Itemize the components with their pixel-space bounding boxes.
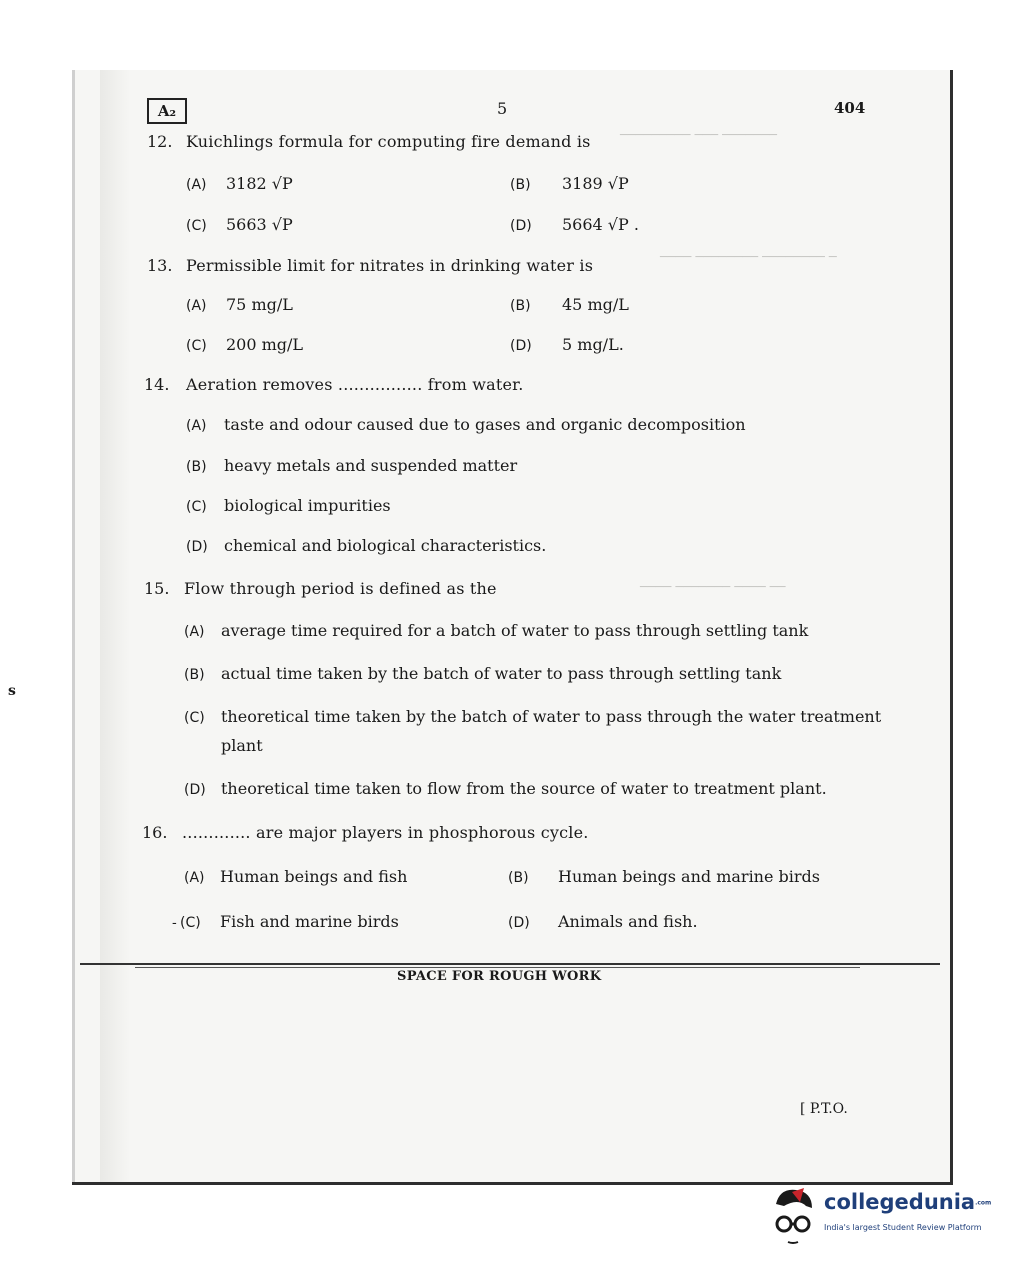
option-label: (A) [186, 418, 207, 434]
question-text: Flow through period is defined as the [184, 579, 497, 598]
option-label: (B) [508, 870, 529, 886]
option-item [186, 295, 293, 314]
option-label: (C) [184, 710, 205, 726]
option-text: heavy metals and suspended matter [224, 456, 518, 475]
option-text: chemical and biological characteristics. [224, 536, 547, 555]
option-text: Animals and fish. [558, 912, 698, 931]
option-text: 45 mg/L [562, 295, 629, 314]
option-label: (D) [510, 218, 532, 234]
option-text: 5663 √P [226, 215, 293, 234]
option-item [184, 707, 881, 726]
option-label: (D) [508, 915, 530, 931]
option-text: biological impurities [224, 496, 391, 515]
option-text: Fish and marine birds [220, 912, 399, 931]
option-item [508, 912, 698, 931]
option-label: (A) [186, 298, 207, 314]
brand-tagline: India's largest Student Review Platform [824, 1223, 982, 1232]
option-label: (A) [186, 177, 207, 193]
option-item [186, 415, 746, 434]
bleed-through-text: ──── ─────── ──── ── [640, 580, 786, 595]
option-text: 5664 √P . [562, 215, 639, 234]
question-number: 15. [144, 579, 170, 598]
option-item [186, 456, 517, 475]
option-item [184, 621, 808, 640]
divider-line [135, 967, 860, 968]
option-item [184, 867, 407, 886]
option-label: (B) [184, 667, 205, 683]
page-number: 5 [497, 99, 508, 118]
option-label: (C) [186, 338, 207, 354]
question-number: 16. [142, 823, 168, 842]
option-item [186, 215, 293, 234]
option-label: (C) [180, 915, 201, 931]
option-label: (D) [186, 539, 208, 555]
please-turn-over: [ P.T.O. [800, 1101, 848, 1117]
option-item [510, 215, 639, 234]
option-label: (A) [184, 870, 205, 886]
option-item [186, 536, 546, 555]
option-text: 5 mg/L. [562, 335, 624, 354]
option-label: (B) [186, 459, 207, 475]
rough-work-heading: SPACE FOR ROUGH WORK [397, 969, 602, 984]
question-number: 12. [147, 132, 173, 151]
option-label: (D) [510, 338, 532, 354]
option-item [184, 779, 827, 798]
booklet-series-box: A₂ [147, 98, 187, 124]
option-text: Human beings and marine birds [558, 867, 820, 886]
divider-line [80, 963, 940, 965]
option-text: theoretical time taken to flow from the source of water to treatment plant. [221, 779, 827, 798]
question-text: ............. are major players in phosphorous cycle. [182, 823, 589, 842]
option-item [510, 295, 629, 314]
option-text: theoretical time taken by the batch of water to pass through the water treatment [221, 707, 882, 726]
option-item [186, 335, 303, 354]
page-spine-shadow [100, 70, 130, 1182]
option-text: 200 mg/L [226, 335, 304, 354]
option-text: 3189 √P [562, 174, 629, 193]
option-label: (D) [184, 782, 206, 798]
option-item [508, 867, 820, 886]
question-number: 14. [144, 375, 170, 394]
option-item [186, 496, 391, 515]
option-item [186, 174, 293, 193]
option-label: (B) [510, 177, 531, 193]
option-item [184, 664, 781, 683]
option-text: Human beings and fish [220, 867, 408, 886]
question-number: 13. [147, 256, 173, 275]
brand-name: collegedunia.com [824, 1190, 992, 1214]
option-text: 3182 √P [226, 174, 293, 193]
option-item [510, 174, 629, 193]
margin-mark: s [8, 683, 16, 699]
question-text: Permissible limit for nitrates in drinking water is [186, 256, 594, 275]
student-avatar-icon [766, 1184, 822, 1248]
bleed-through-text: ──── ──────── ──────── ─ [660, 250, 837, 265]
question-text: Kuichlings formula for computing fire demand is [186, 132, 591, 151]
option-text: taste and odour caused due to gases and organic decomposition [224, 415, 746, 434]
option-text: average time required for a batch of water to pass through settling tank [221, 621, 809, 640]
question-text: Aeration removes ................ from water. [186, 375, 524, 394]
paper-code: 404 [834, 99, 866, 117]
option-item [172, 912, 399, 931]
bleed-through-text: ───────── ─── ─────── [620, 128, 777, 143]
option-label: (C) [186, 218, 207, 234]
brand-suffix: .com [975, 1199, 992, 1207]
option-item [510, 335, 624, 354]
option-text-continued: plant [221, 736, 263, 755]
answer-mark: - [172, 915, 177, 931]
option-text: actual time taken by the batch of water to pass through settling tank [221, 664, 782, 683]
option-label: (A) [184, 624, 205, 640]
option-label: (C) [186, 499, 207, 515]
option-label: (B) [510, 298, 531, 314]
option-text: 75 mg/L [226, 295, 293, 314]
collegedunia-watermark [766, 1182, 996, 1252]
